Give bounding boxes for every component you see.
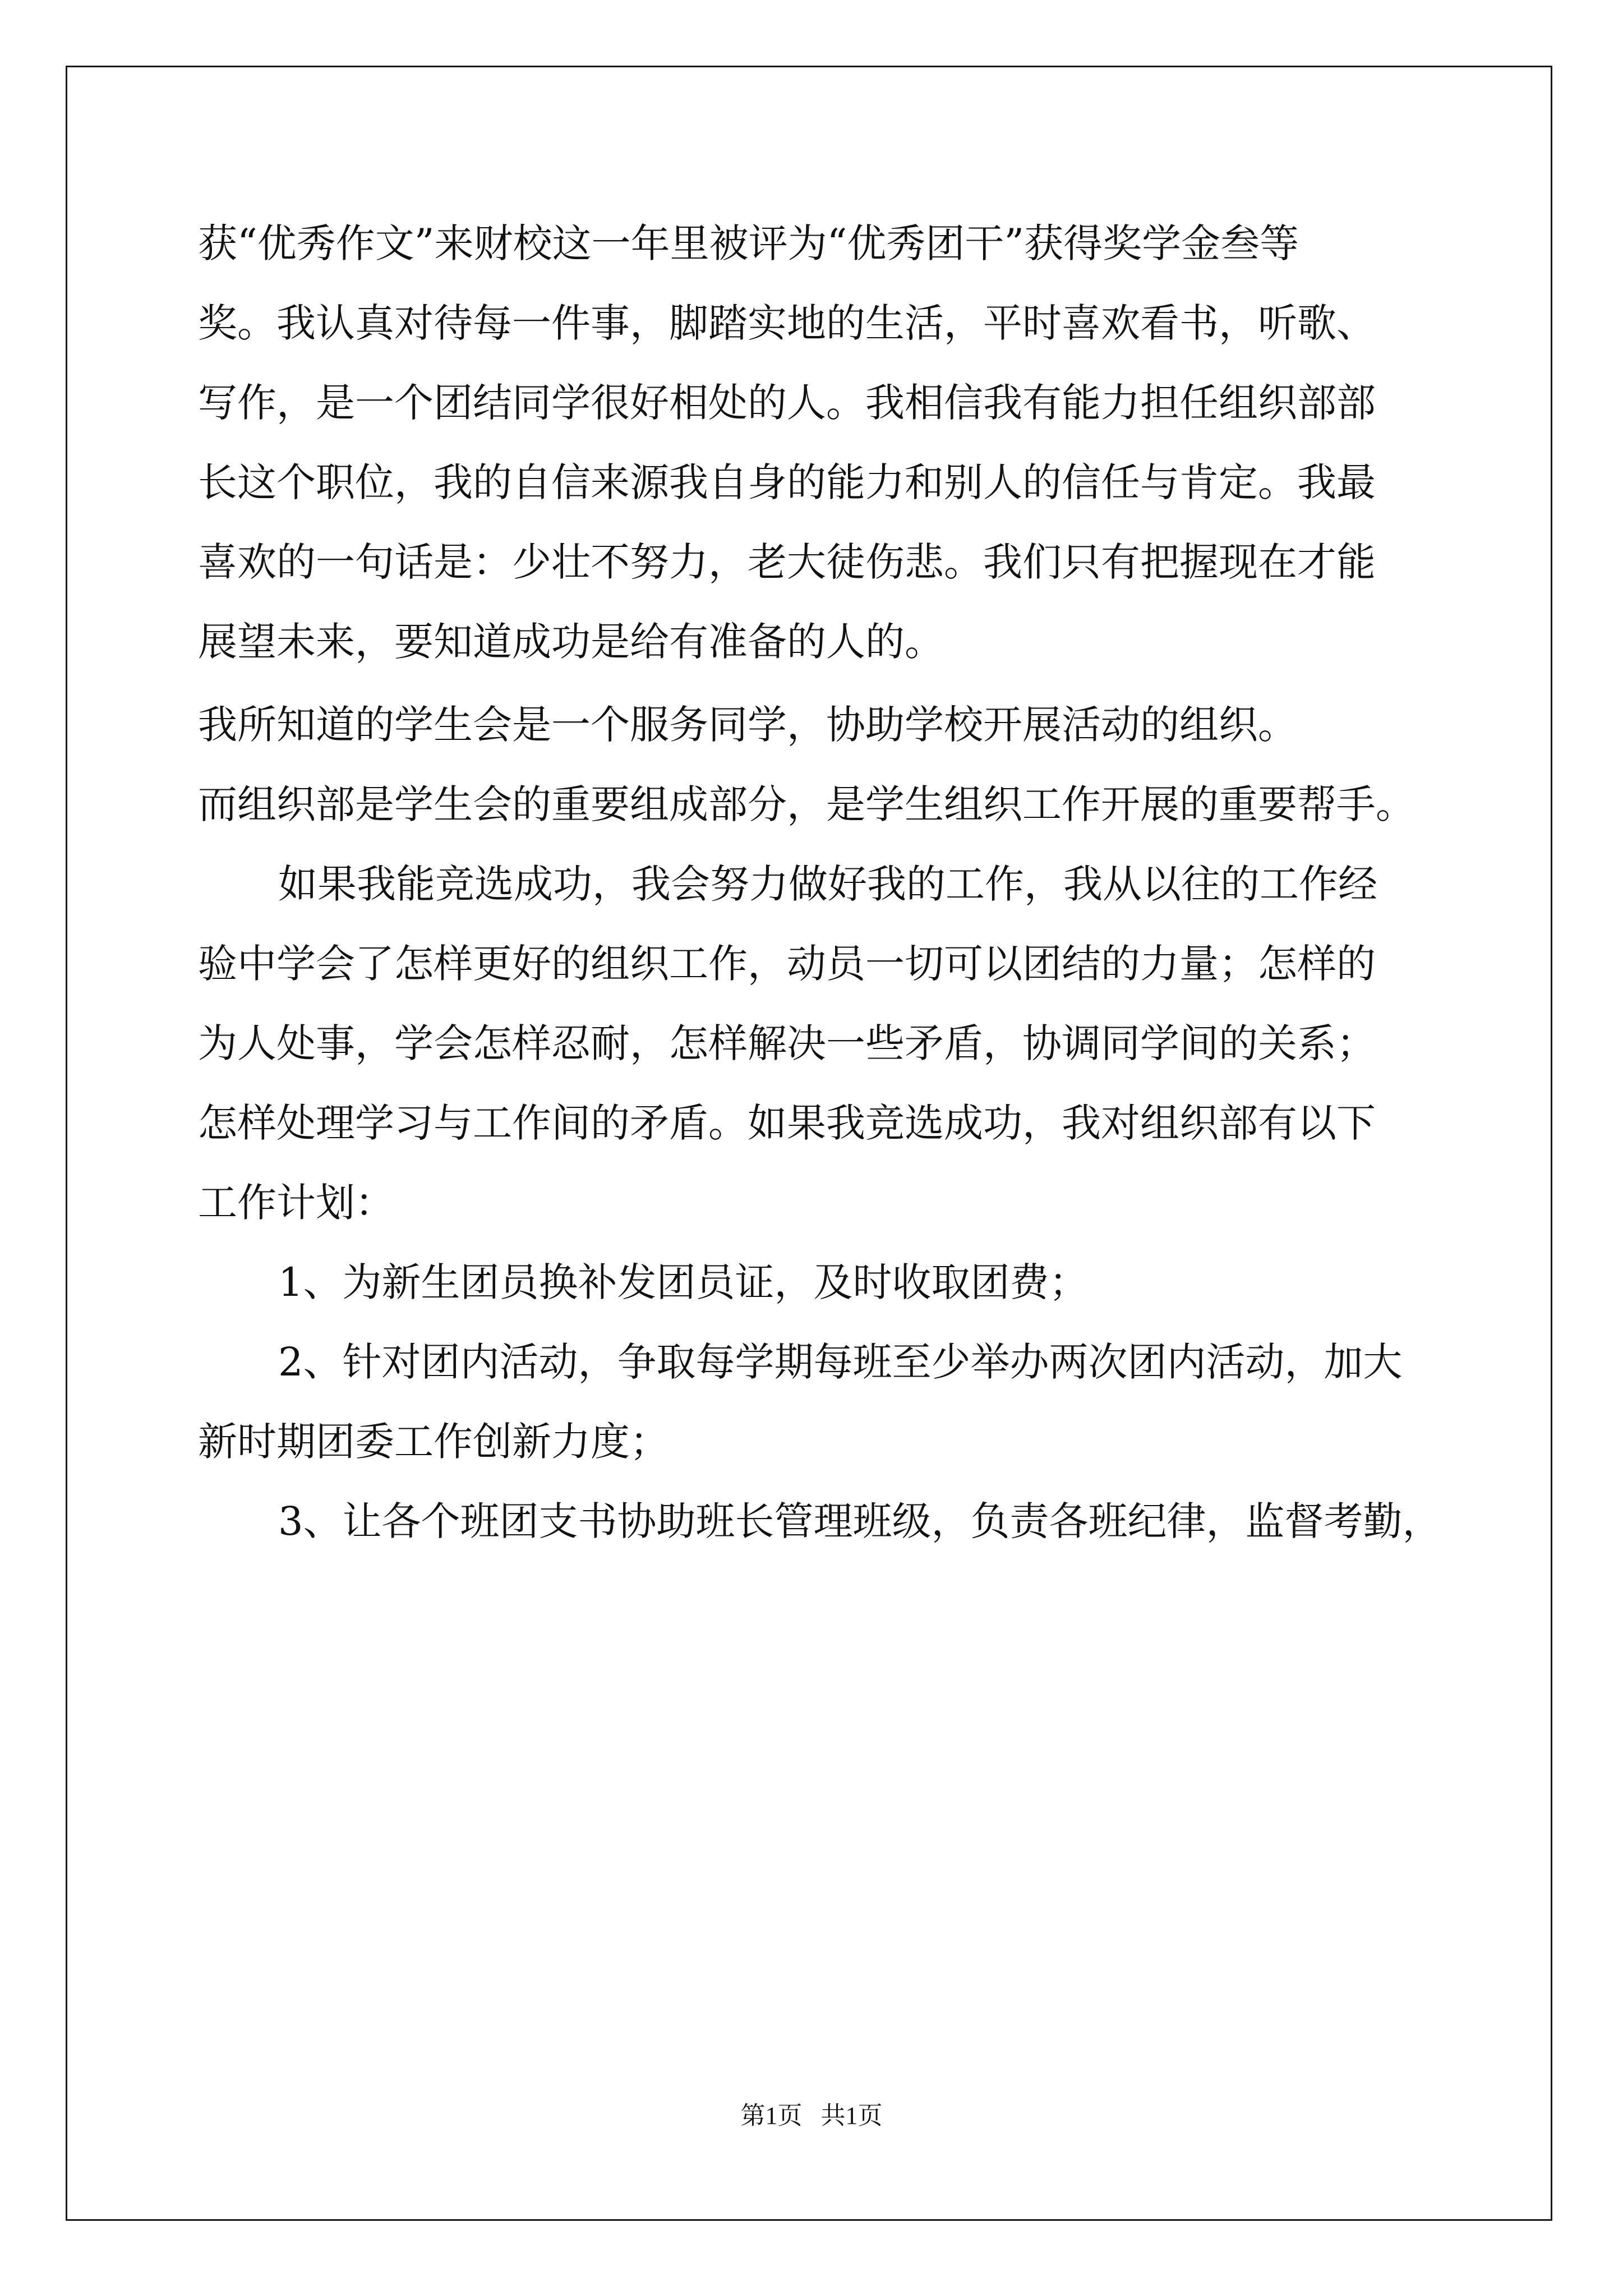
text-line-3: 写作，是一个团结同学很好相处的人。我相信我有能力担任组织部部 xyxy=(198,380,1376,426)
text-line-16: 新时期团委工作创新力度； xyxy=(198,1419,669,1465)
text-line-7: 我所知道的学生会是一个服务同学，协助学校开展活动的组织。 xyxy=(198,702,1297,748)
text-line-13: 工作计划： xyxy=(198,1180,394,1226)
page-number-footer: 第1页 共1页 xyxy=(740,2102,883,2129)
text-line-12: 怎样处理学习与工作间的矛盾。如果我竞选成功，我对组织部有以下 xyxy=(198,1100,1376,1146)
text-line-10: 验中学会了怎样更好的组织工作，动员一切可以团结的力量；怎样的 xyxy=(198,941,1376,987)
text-line-15: 2、针对团内活动，争取每学期每班至少举办两次团内活动，加大 xyxy=(278,1339,1403,1385)
text-line-14: 1、为新生团员换补发团员证，及时收取团费； xyxy=(278,1259,1089,1305)
text-line-1: 获“优秀作文”来财校这一年里被评为“优秀团干”获得奖学金叁等 xyxy=(198,220,1299,266)
text-line-9: 如果我能竞选成功，我会努力做好我的工作，我从以往的工作经 xyxy=(278,861,1377,907)
text-line-2: 奖。我认真对待每一件事，脚踏实地的生活，平时喜欢看书，听歌、 xyxy=(198,300,1376,346)
text-line-8: 而组织部是学生会的重要组成部分，是学生组织工作开展的重要帮手。 xyxy=(198,781,1415,827)
text-line-4: 长这个职位，我的自信来源我自身的能力和别人的信任与肯定。我最 xyxy=(198,459,1376,505)
text-line-11: 为人处事，学会怎样忍耐，怎样解决一些矛盾，协调同学间的关系； xyxy=(198,1020,1376,1066)
text-line-5: 喜欢的一句话是：少壮不努力，老大徒伤悲。我们只有把握现在才能 xyxy=(198,539,1376,585)
text-line-6: 展望未来，要知道成功是给有准备的人的。 xyxy=(198,619,944,665)
text-line-17: 3、让各个班团支书协助班长管理班级，负责各班纪律，监督考勤， xyxy=(278,1498,1442,1544)
